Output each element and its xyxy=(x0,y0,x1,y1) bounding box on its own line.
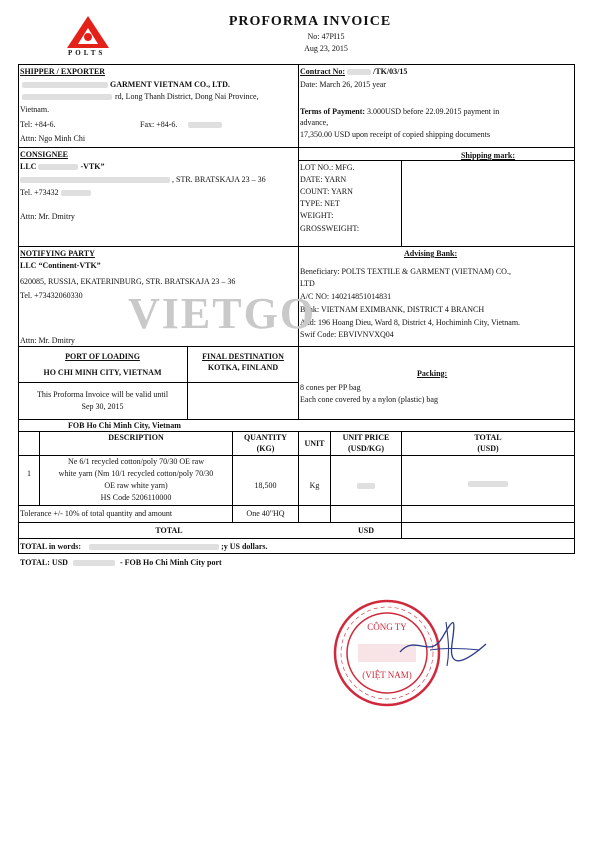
row-unit: Kg xyxy=(309,481,320,490)
shipper-fax: Fax: +84-6. xyxy=(140,120,178,129)
col-header-total-unit: (USD) xyxy=(477,444,499,453)
consignee-company-suffix: -VTK” xyxy=(80,162,105,171)
redacted-text xyxy=(22,94,112,100)
payment-label: Terms of Payment: xyxy=(300,107,366,116)
row-description-3: OE raw white yarn) xyxy=(104,481,168,490)
bank-address: Add: 196 Hoang Dieu, Ward 8, District 4, Hochiminh City, Vietnam. xyxy=(300,318,521,327)
col-header-description: DESCRIPTION xyxy=(108,433,164,442)
redacted-text xyxy=(22,82,108,88)
final-destination-label: FINAL DESTINATION xyxy=(202,352,284,361)
col-header-price: UNIT PRICE xyxy=(342,433,390,442)
invoice-date: Aug 23, 2015 xyxy=(304,44,348,53)
packing-line2: Each cone covered by a nylon (plastic) bag xyxy=(300,395,438,404)
lot-line: GROSSWEIGHT: xyxy=(300,224,360,233)
notify-attn: Attn: Mr. Dmitry xyxy=(20,336,75,345)
page-title: PROFORMA INVOICE xyxy=(228,14,392,29)
packing-line1: 8 cones per PP bag xyxy=(300,383,361,392)
company-logo xyxy=(62,14,114,58)
container-type: One 40"HQ xyxy=(246,509,285,518)
shipping-mark-heading: Shipping mark: xyxy=(460,151,516,160)
fob-label: FOB Ho Chi Minh City, Vietnam xyxy=(68,421,181,430)
validity-line2: Sep 30, 2015 xyxy=(81,402,124,411)
consignee-address: , STR. BRATSKAJA 23 – 36 xyxy=(172,175,266,184)
port-loading-label: PORT OF LOADING xyxy=(65,352,140,361)
signature xyxy=(390,604,490,674)
signature-scribble-icon xyxy=(390,604,490,674)
invoice-number: No: 47PI15 xyxy=(307,32,345,41)
contract-label: Contract No: xyxy=(300,67,346,76)
contract-number: /TK/03/15 xyxy=(373,67,408,76)
col-header-total: TOTAL xyxy=(474,433,502,442)
lot-line: DATE: YARN xyxy=(300,175,347,184)
shipper-tel: Tel: +84-6. xyxy=(20,120,56,129)
notify-company: LLC “Continent-VTK” xyxy=(20,261,101,270)
shipper-country: Vietnam. xyxy=(20,105,50,114)
bank-heading: Advising Bank: xyxy=(404,249,458,258)
lot-line: LOT NO.: MFG. xyxy=(300,163,355,172)
validity-line1: This Proforma Invoice will be valid until xyxy=(36,390,169,399)
total-label: TOTAL xyxy=(155,526,183,535)
tolerance-note: Tolerance +/- 10% of total quantity and amount xyxy=(20,509,173,518)
stamp-country: (VIỆT NAM) xyxy=(362,670,412,680)
bank-swift: Swif Code: EBVIVNVXQ04 xyxy=(300,330,394,339)
redacted-text xyxy=(89,544,219,550)
row-description-2: white yarn (Nm 10/1 recycled cotton/poly 70/30 xyxy=(58,469,214,478)
redacted-text xyxy=(38,164,78,170)
redacted-text xyxy=(468,481,508,487)
shipper-company: GARMENT VIETNAM CO., LTD. xyxy=(110,80,230,89)
total-footer-prefix: TOTAL: USD xyxy=(20,558,68,567)
consignee-tel: Tel. +73432 xyxy=(20,188,59,197)
notify-address: 620085, RUSSIA, EKATERINBURG, STR. BRATSKAJA 23 – 36 xyxy=(20,277,236,286)
shipper-attn: Attn: Ngo Minh Chi xyxy=(20,134,86,143)
port-loading-value: HO CHI MINH CITY, VIETNAM xyxy=(43,368,162,377)
shipper-address: rd, Long Thanh District, Dong Nai Province, xyxy=(115,92,259,101)
contract-date: Date: March 26, 2015 year xyxy=(300,80,386,89)
notify-tel: Tel. +73432060330 xyxy=(20,291,83,300)
lot-line: COUNT: YARN xyxy=(300,187,353,196)
col-header-quantity: QUANTITY xyxy=(243,433,288,442)
consignee-attn: Attn: Mr. Dmitry xyxy=(20,212,75,221)
bank-name: Bank: VIETNAM EXIMBANK, DISTRICT 4 BRANCH xyxy=(300,305,485,314)
total-currency: USD xyxy=(357,526,374,535)
bank-beneficiary: Beneficiary: POLTS TEXTILE & GARMENT (VIETNAM) CO., xyxy=(300,267,511,276)
total-in-words-label: TOTAL in words: xyxy=(20,542,82,551)
total-footer-suffix: - FOB Ho Chi Minh City port xyxy=(119,558,222,567)
row-hs-code: HS Code 5206110000 xyxy=(100,493,172,502)
consignee-heading: CONSIGNEE xyxy=(20,150,69,159)
lot-line: TYPE: NET xyxy=(300,199,340,208)
bank-beneficiary-2: LTD xyxy=(300,279,315,288)
payment-line1: 3.000USD before 22.09.2015 payment in xyxy=(365,107,500,116)
notify-heading: NOTIFYING PARTY xyxy=(20,249,95,258)
packing-heading: Packing: xyxy=(417,369,448,378)
redacted-text xyxy=(73,560,115,566)
payment-line2: advance, xyxy=(300,118,329,127)
payment-line3: 17,350.00 USD upon receipt of copied shipping documents xyxy=(300,130,490,139)
row-number: 1 xyxy=(27,469,31,478)
final-destination-value: KOTKA, FINLAND xyxy=(207,363,279,372)
redacted-text xyxy=(357,483,375,489)
redacted-text xyxy=(20,177,170,183)
stamp-company: CÔNG TY xyxy=(367,622,407,632)
redacted-text xyxy=(188,122,222,128)
redacted-text xyxy=(347,69,371,75)
bank-account: A/C NO: 140214851014831 xyxy=(300,292,392,301)
col-header-price-unit: (USD/KG) xyxy=(348,444,384,453)
total-footer xyxy=(20,557,222,568)
total-in-words-suffix: ;y US dollars. xyxy=(221,542,268,551)
row-quantity: 18,500 xyxy=(254,481,277,490)
lot-line: WEIGHT: xyxy=(300,211,334,220)
col-header-quantity-unit: (KG) xyxy=(256,444,275,453)
consignee-company-prefix: LLC xyxy=(20,162,37,171)
col-header-unit: UNIT xyxy=(304,439,325,448)
row-description-1: Ne 6/1 recycled cotton/poly 70/30 OE raw xyxy=(68,457,204,466)
redacted-text xyxy=(61,190,91,196)
logo-text: POLTS xyxy=(68,49,106,57)
shipper-heading: SHIPPER / EXPORTER xyxy=(20,67,106,76)
watermark: VIETGO xyxy=(128,289,317,338)
